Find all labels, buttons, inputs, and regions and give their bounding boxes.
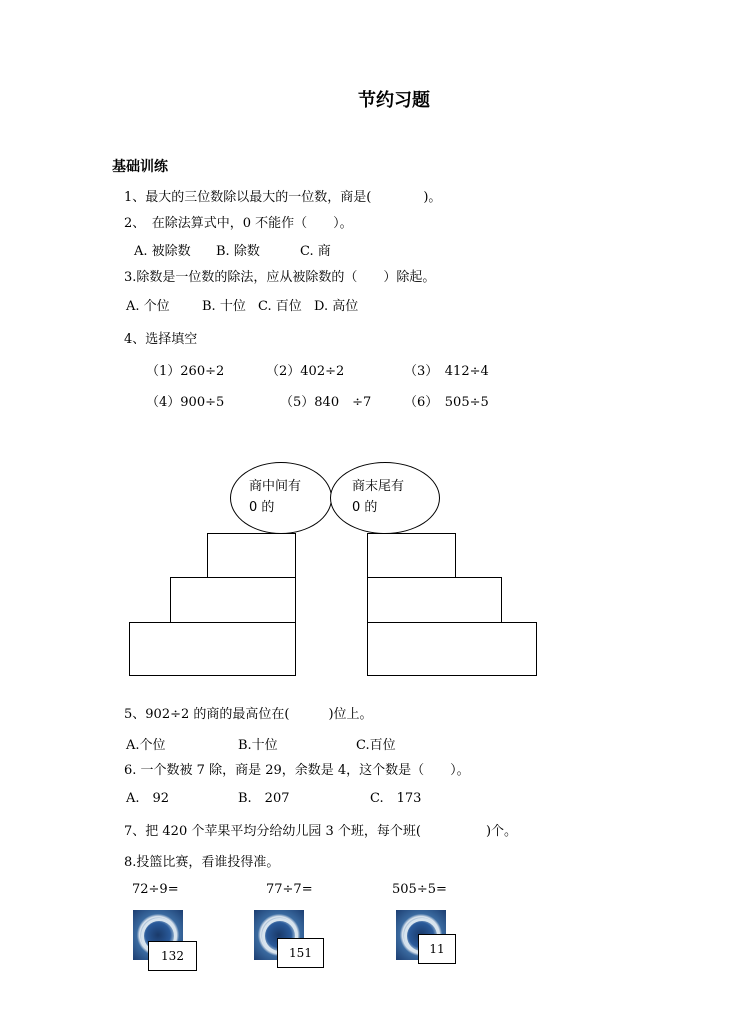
q4-item-1: （1）260÷2 [146,364,225,379]
left-ellipse [230,462,332,534]
answer-box-3: 11 [418,934,456,964]
question-5: 5、902÷2 的商的最高位在( )位上。 [124,707,373,722]
right-ellipse-label-2: 0 的 [352,500,378,515]
question-1: 1、最大的三位数除以最大的一位数，商是( )。 [124,190,442,205]
right-ellipse-label-1: 商末尾有 [352,479,405,494]
right-step-bottom [367,622,537,676]
q6-option-b: B. 207 [238,791,290,806]
q4-item-3: （3） 412÷4 [404,364,489,379]
q5-option-b: B.十位 [238,738,278,753]
question-3: 3.除数是一位数的除法，应从被除数的（ ）除起。 [124,270,436,285]
q5-option-c: C.百位 [356,738,396,753]
q5-option-a: A.个位 [126,738,166,753]
q3-option-d: D. 高位 [314,299,359,314]
q4-item-5: （5）840 ÷7 [280,395,372,410]
q3-option-c: C. 百位 [258,299,302,314]
q4-item-6: （6） 505÷5 [404,395,489,410]
right-step-top [367,533,456,579]
answer-box-2: 151 [277,938,324,968]
q8-expr-3: 505÷5= [392,882,447,897]
q6-option-c: C. 173 [370,791,422,806]
q3-option-b: B. 十位 [202,299,246,314]
left-ellipse-label-1: 商中间有 [249,479,302,494]
q2-option-c: C. 商 [300,244,331,259]
left-step-middle [170,577,296,623]
section-heading: 基础训练 [112,159,168,175]
right-ellipse [330,462,440,534]
left-ellipse-label-2: 0 的 [249,500,275,515]
q2-option-a: A. 被除数 [134,244,191,259]
page-title: 节约习题 [358,90,430,111]
left-step-top [207,533,296,579]
question-2: 2、 在除法算式中，0 不能作（ ）。 [124,216,353,231]
q8-expr-1: 72÷9= [132,882,179,897]
q2-option-b: B. 除数 [216,244,260,259]
q4-item-4: （4）900÷5 [146,395,225,410]
q3-option-a: A. 个位 [126,299,170,314]
left-step-bottom [129,622,296,676]
q8-expr-2: 77÷7= [266,882,313,897]
question-4: 4、选择填空 [124,332,198,347]
q6-option-a: A. 92 [126,791,170,806]
question-6: 6. 一个数被 7 除，商是 29，余数是 4，这个数是（ ）。 [124,763,470,778]
answer-box-1: 132 [148,941,197,971]
q4-item-2: （2）402÷2 [266,364,345,379]
question-8: 8.投篮比赛，看谁投得准。 [124,855,280,870]
question-7: 7、把 420 个苹果平均分给幼儿园 3 个班，每个班( )个。 [124,824,518,839]
right-step-middle [367,577,502,623]
